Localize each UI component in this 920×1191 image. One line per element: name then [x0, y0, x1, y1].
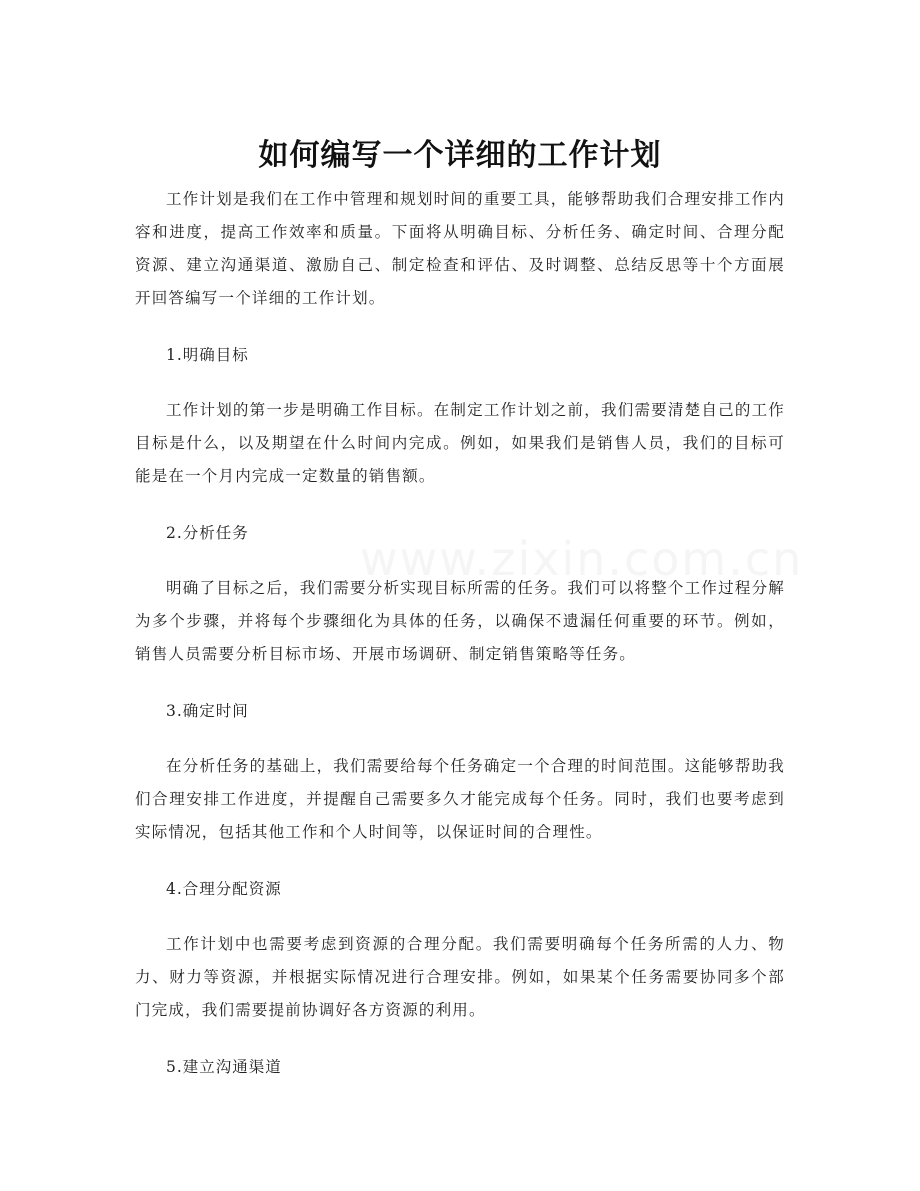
section-heading-1: 1.明确目标: [166, 346, 249, 364]
section-heading-3: 3.确定时间: [166, 702, 249, 720]
section-body-4: 工作计划中也需要考虑到资源的合理分配。我们需要明确每个任务所需的人力、物力、财力等资源，并根据实际情况进行合理安排。例如，如果某个任务需要协同多个部门完成，我们需要提前协调好各方资源的利用。: [135, 935, 785, 1019]
section-heading-4: 4.合理分配资源: [166, 880, 282, 898]
section-heading-2: 2.分析任务: [166, 524, 249, 542]
section-body-3: 在分析任务的基础上，我们需要给每个任务确定一个合理的时间范围。这能够帮助我们合理安排工作进度，并提醒自己需要多久才能完成每个任务。同时，我们也要考虑到实际情况，包括其他工作和个人时间等，以保证时间的合理性。: [135, 757, 785, 841]
intro-paragraph: 工作计划是我们在工作中管理和规划时间的重要工具，能够帮助我们合理安排工作内容和进度，提高工作效率和质量。下面将从明确目标、分析任务、确定时间、合理分配资源、建立沟通渠道、激励自己、制定检查和评估、及时调整、总结反思等十个方面展开回答编写一个详细的工作计划。: [135, 190, 785, 307]
watermark: www.zixin.com.cn: [360, 532, 804, 586]
document-title: 如何编写一个详细的工作计划: [258, 138, 662, 174]
section-body-1: 工作计划的第一步是明确工作目标。在制定工作计划之前，我们需要清楚自己的工作目标是什么，以及期望在什么时间内完成。例如，如果我们是销售人员，我们的目标可能是在一个月内完成一定数量的销售额。: [135, 401, 785, 485]
section-heading-5: 5.建立沟通渠道: [166, 1058, 282, 1076]
section-body-2: 明确了目标之后，我们需要分析实现目标所需的任务。我们可以将整个工作过程分解为多个步骤，并将每个步骤细化为具体的任务，以确保不遗漏任何重要的环节。例如，销售人员需要分析目标市场、开展市场调研、制定销售策略等任务。: [135, 579, 785, 663]
document-body: [135, 183, 785, 1084]
